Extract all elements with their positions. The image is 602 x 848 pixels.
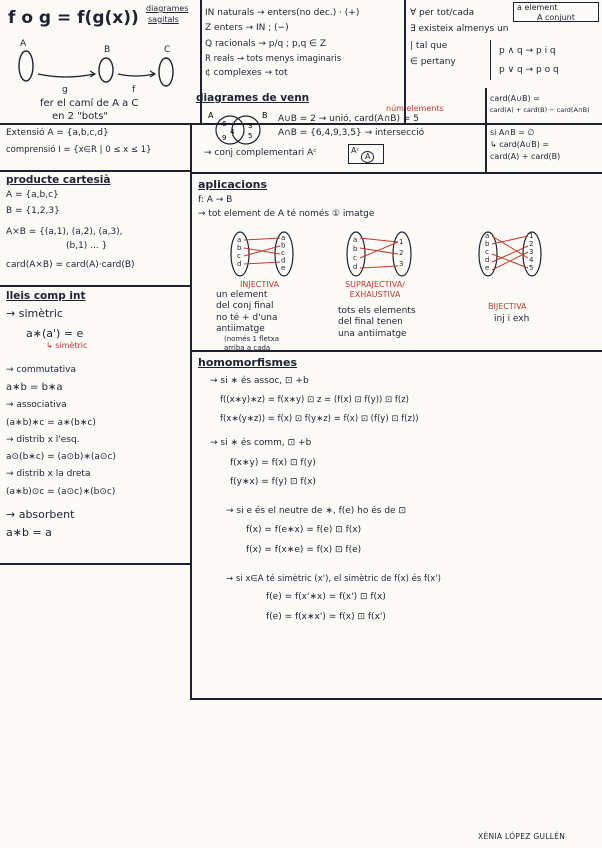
number-set-line: Q racionals → p/q ; p,q ∈ Z — [205, 38, 327, 49]
divider — [0, 170, 190, 172]
composition-side-note: diagrames — [146, 4, 189, 13]
applications-section: aplicacions f: A → B → tot element de A té només ① imatge a b c d a b c d e a b c d 1 2 3 a b c d e 1 2 3 4 5 INJECTIVA SUPRAJECTIVA/ EXHAUSTIVA BIJECTIVA un element del conj final no té + d'una antiimatge (només 1 fletxa arriba a cada tots els elements del final tenen una antiimatge inj i exh — [198, 178, 598, 348]
venn-label-b: B — [262, 111, 268, 120]
bijective-desc: inj i exh — [494, 314, 530, 324]
diagram-element-label: c — [237, 252, 241, 260]
divider — [0, 285, 190, 287]
diagram-element-label: a — [281, 234, 286, 242]
quantifier-line: ∀ per tot/cada — [410, 8, 475, 18]
diagram-element-label: 2 — [529, 240, 534, 248]
diagram-element-label: 1 — [399, 238, 404, 246]
divider — [190, 698, 602, 700]
divider — [190, 172, 602, 174]
arrow-f: f — [132, 85, 136, 95]
composition-side-note: sagitals — [148, 15, 179, 24]
logic-box — [490, 40, 600, 80]
diagram-element-label: 5 — [529, 264, 534, 272]
cartesian-line: A×B = {(a,1), (a,2), (a,3), — [6, 226, 123, 237]
composition-title: f o g = f(g(x)) — [8, 8, 139, 28]
composition-caption: fer el camí de A a C — [40, 98, 139, 109]
cartesian-line: (b,1) ... } — [66, 240, 108, 251]
venn-diagram — [206, 108, 276, 152]
venn-line: A∩B = {6,4,9,3,5} → intersecció — [278, 128, 425, 138]
venn-note: núm elements — [386, 104, 444, 113]
diagram-element-label: a — [353, 236, 358, 244]
composition-diagram — [16, 34, 196, 96]
bijective-label: BIJECTIVA — [488, 302, 527, 311]
cartesian-line: A = {a,b,c} — [6, 190, 59, 201]
diagram-element-label: d — [485, 256, 490, 264]
cartesian-line: B = {1,2,3} — [6, 206, 60, 217]
diagram-element-label: d — [281, 256, 286, 265]
composition-section — [6, 4, 198, 122]
diagram-element-label: 3 — [529, 248, 534, 256]
divider — [485, 88, 487, 172]
cartesian-section — [6, 174, 188, 271]
composition-caption: en 2 "bots" — [52, 111, 109, 122]
injective-desc: un element del conj final no té + d'una antiimatge (només 1 fletxa arriba a cada — [216, 290, 280, 352]
diagram-element-label: e — [281, 264, 286, 272]
svg-text:5: 5 — [248, 132, 253, 140]
applications-diagrams — [198, 228, 598, 280]
diagram-element-label: c — [353, 254, 357, 262]
quantifier-line: ∃ existeix almenys un — [410, 24, 509, 35]
divider — [190, 123, 192, 698]
svg-text:6: 6 — [222, 120, 227, 128]
cartesian-title: producte cartesià — [6, 174, 111, 186]
comprehension-line: comprensió I = {x∈R | 0 ≤ x ≤ 1} — [6, 145, 152, 156]
venn-label-a: A — [208, 111, 214, 120]
cartesian-line: card(A×B) = card(A)·card(B) — [6, 260, 135, 271]
homomorphisms-section: homomorfismes → si ∗ és assoc, ⊡ +b f((x∗y)∗z) = f(x∗y) ⊡ z = (f(x) ⊡ f(y)) ⊡ f(z) f(x∗(y∗z)) = f(x) ⊡ f(y∗z) = f(x) ⊡ (f(y) ⊡ f(z)) → si ∗ és comm, ⊡ +b f(x∗y) = f(x) ⊡ f(y) f(y∗x) = f(y) ⊡ f(x) → si e és el neutre de ∗, f(e) ho és de ⊡ f(x) = f(e∗x) = f(e) ⊡ f(x) f(x) = f(x∗e) = f(x) ⊡ f(e) → si x∈A té simètric (x'), el simètric de f(x) és f(x') f(e) = f(x'∗x) = f(x') ⊡ f(x) f(e) = f(x∗x') = f(x) ⊡ f(x') — [198, 356, 598, 694]
diagram-element-label: b — [485, 240, 490, 248]
diagram-element-label: a — [485, 232, 490, 240]
diagram-element-label: e — [485, 264, 490, 272]
author-signature: XÈNIA LÓPEZ GULLÉN — [478, 832, 566, 841]
quantifier-line: ∈ pertany — [410, 56, 456, 67]
logic-or: p ∨ q → p o q — [499, 65, 559, 76]
applications-title: aplicacions — [198, 178, 268, 191]
number-set-line: ¢ complexes → tot — [205, 68, 288, 79]
venn-title: diagrames de venn — [196, 92, 310, 104]
diagram-element-label: 1 — [529, 232, 534, 240]
complement-box: Aᶜ A — [348, 144, 384, 164]
node-b: B — [104, 45, 111, 55]
number-set-line: R reals → tots menys imaginaris — [205, 53, 342, 64]
venn-line: A∪B = 2 → unió, card(A∩B) = 5 — [278, 114, 419, 124]
cardinal-line: si A∩B = ∅ — [490, 128, 535, 138]
svg-text:3: 3 — [248, 122, 253, 130]
quantifier-line: | tal que — [410, 40, 448, 51]
diagram-element-label: c — [281, 249, 285, 257]
node-a: A — [20, 39, 27, 49]
logic-and: p ∧ q → p i q — [499, 46, 556, 56]
extension-section — [6, 128, 188, 156]
number-set-line: IN naturals → enters(no dec.) · (+) — [205, 8, 360, 18]
internal-laws-section: lleis comp int → simètric a∗(a') = e ↳ simètric → commutativa a∗b = b∗a → associativa (a∗b)∗c = a∗(b∗c) → distrib x l'esq. a⊙(b∗c) = (a⊙b)∗(a⊙c) → distrib x la dreta (a∗b)⊙c = (a⊙c)∗(b⊙c) → absorbent a∗b = a — [6, 290, 188, 539]
diagram-element-label: b — [353, 245, 358, 253]
cardinal-section — [490, 94, 600, 162]
diagram-element-label: d — [237, 260, 242, 268]
diagram-element-label: 4 — [529, 256, 534, 264]
element-set-note: a element A conjunt — [513, 2, 599, 22]
cardinal-line: card(A) + card(B) — [490, 152, 561, 162]
extension-line: Extensió A = {a,b,c,d} — [6, 128, 109, 138]
svg-text:9: 9 — [222, 134, 227, 142]
injective-label: INJECTIVA — [240, 280, 280, 289]
cardinal-line: ↳ card(A∪B) = — [490, 140, 550, 150]
venn-line: → conj complementari Aᶜ — [204, 148, 317, 158]
surjective-label: SUPRAJECTIVA/ EXHAUSTIVA — [345, 280, 405, 299]
diagram-element-label: b — [237, 244, 242, 252]
number-set-line: Z enters → IN ; (−) — [205, 23, 289, 34]
node-c: C — [164, 45, 171, 55]
diagram-element-label: b — [281, 241, 286, 250]
diagram-element-label: c — [485, 248, 489, 256]
internal-laws-title: lleis comp int — [6, 290, 86, 302]
homomorphisms-title: homomorfismes — [198, 356, 298, 369]
venn-section — [196, 92, 484, 170]
diagram-element-label: 3 — [399, 260, 404, 268]
number-sets-section — [205, 8, 403, 80]
divider — [0, 563, 190, 565]
diagram-element-label: 2 — [399, 249, 404, 257]
surjective-desc: tots els elements del final tenen una antiimatge — [338, 306, 416, 339]
cardinal-line: card(A) + card(B) − card(A∩B) — [490, 106, 590, 114]
diagram-element-label: d — [353, 263, 358, 271]
arrow-g: g — [62, 85, 68, 95]
svg-text:4: 4 — [230, 128, 235, 136]
diagram-element-label: a — [237, 236, 242, 244]
cardinal-line: card(A∪B) = — [490, 94, 540, 103]
